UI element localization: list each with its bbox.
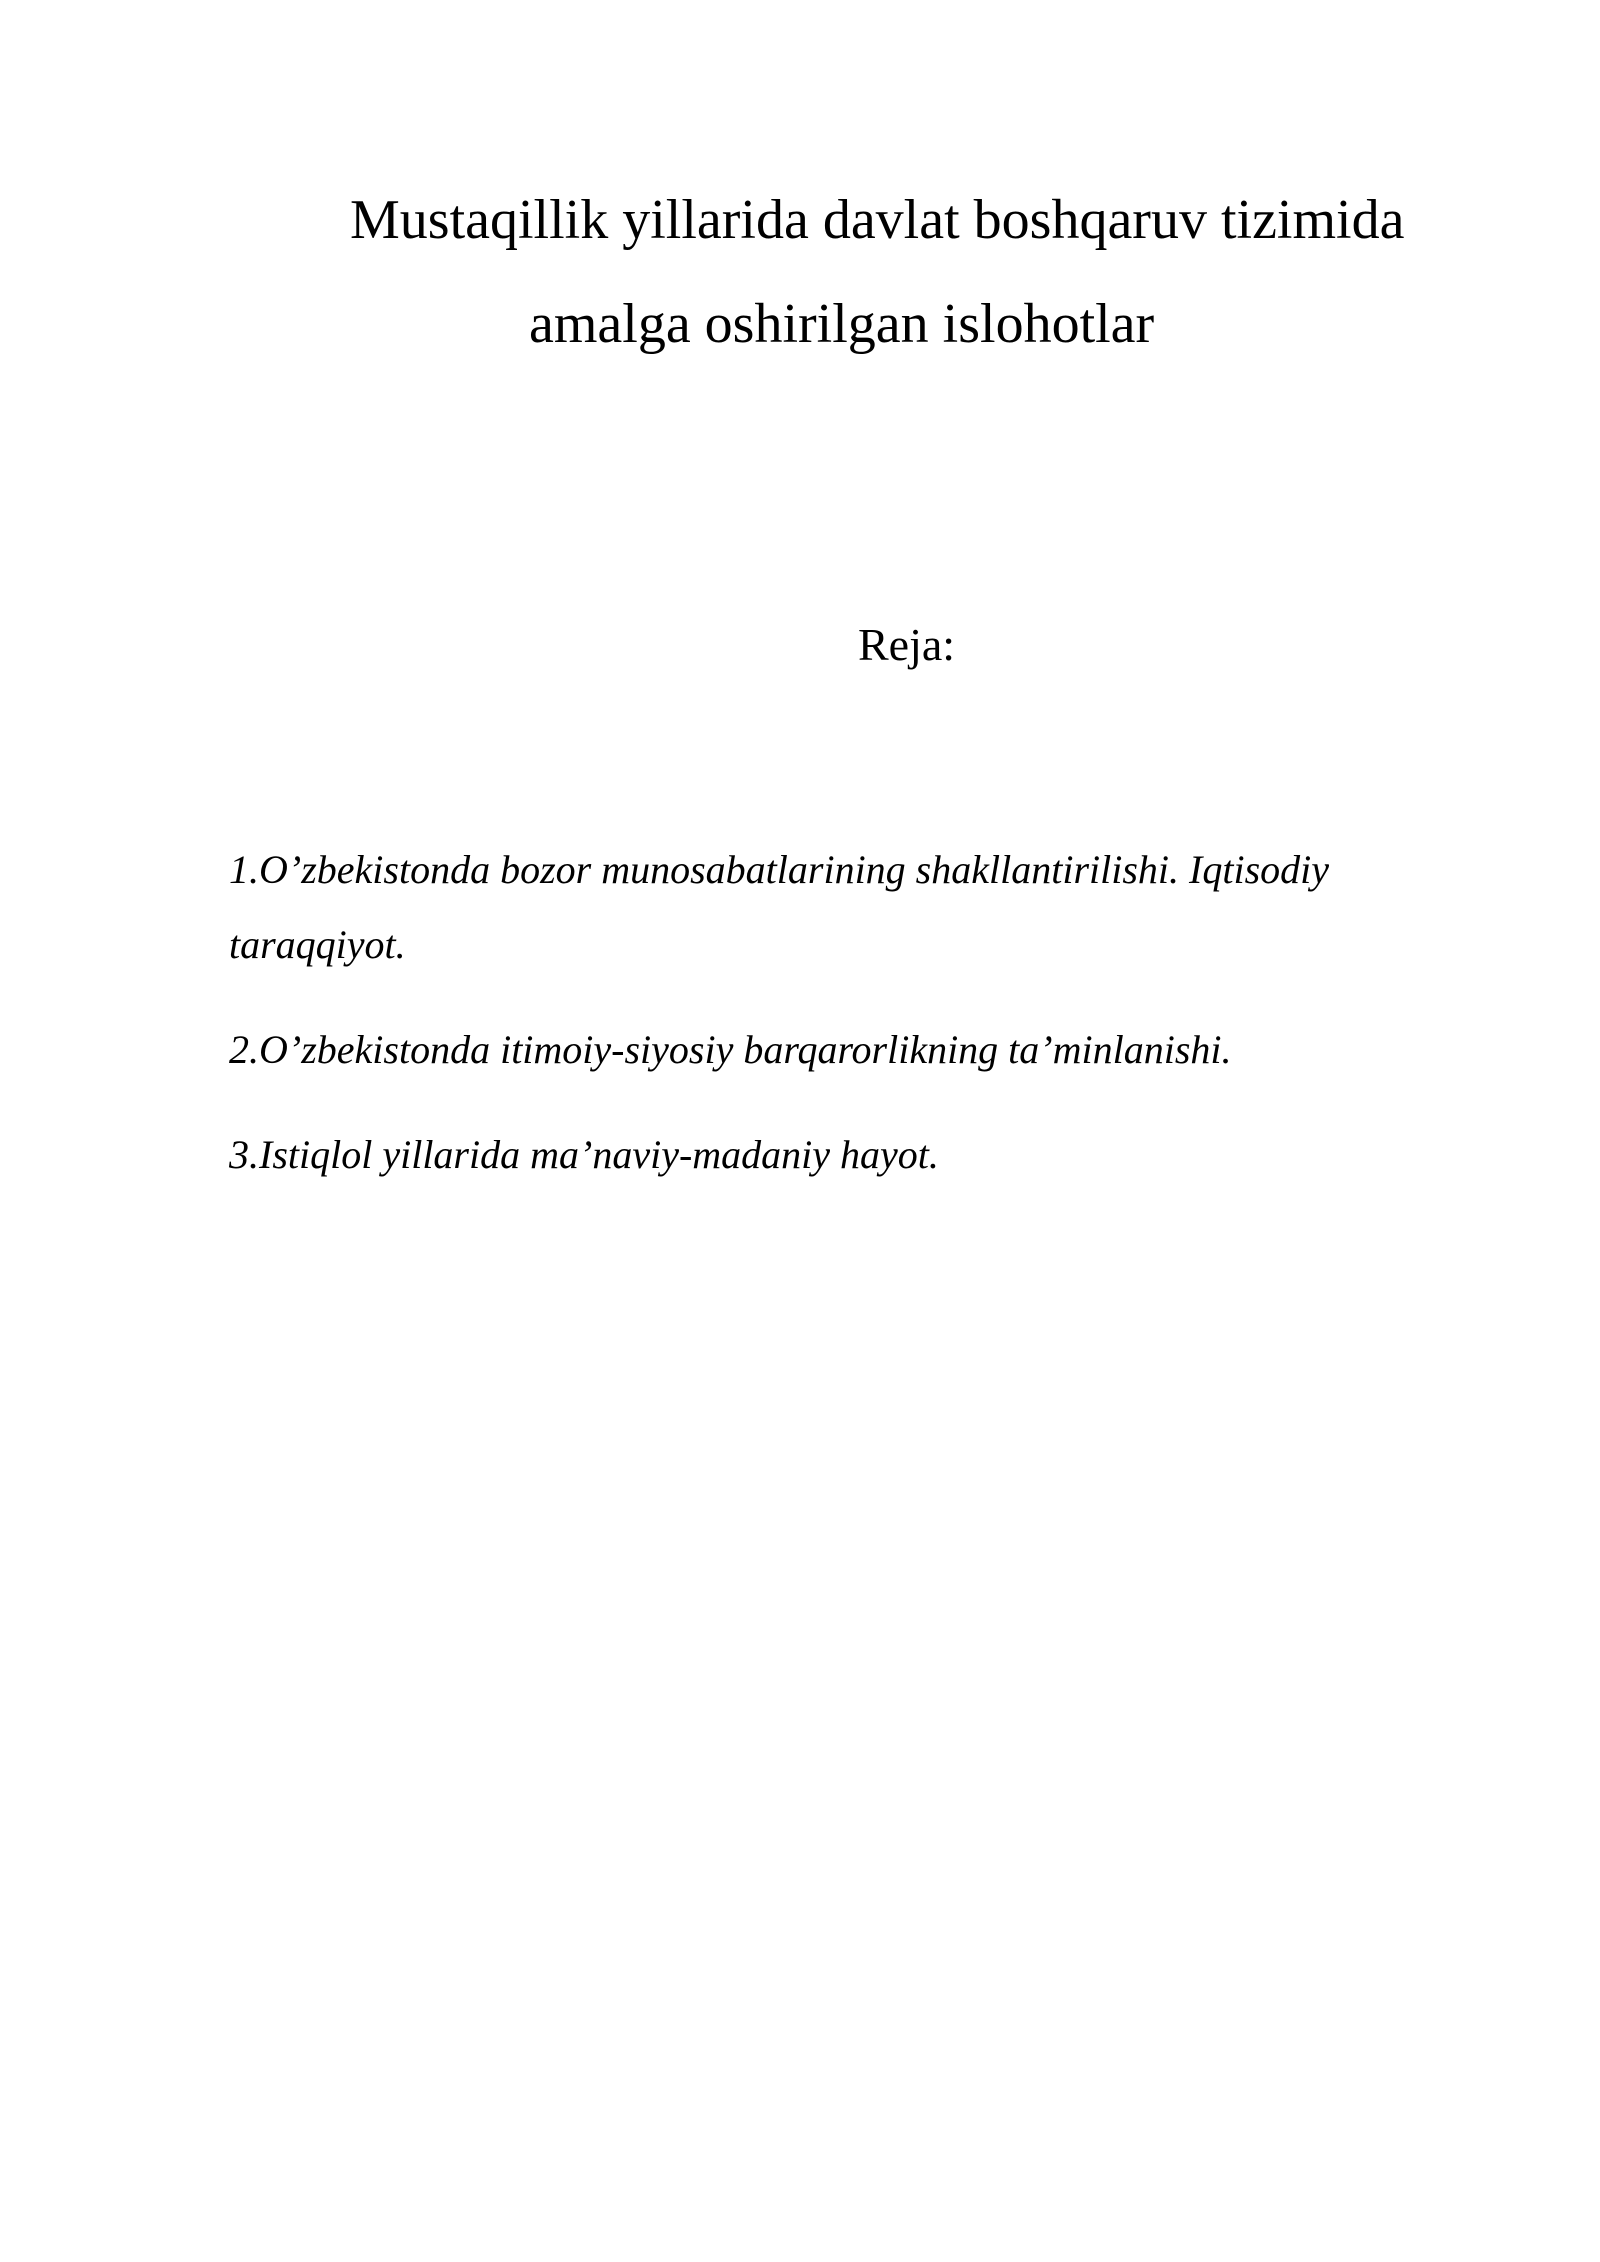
plan-item-3: 3.Istiqlol yillarida ma’naviy-madaniy hayot. <box>229 1132 939 1177</box>
plan-item-2: 2.O’zbekistonda itimoiy-siyosiy barqarorlikning ta’minlanishi. <box>229 1027 1232 1072</box>
plan-heading: Reja: <box>858 619 956 670</box>
document-title-line-1: Mustaqillik yillarida davlat boshqaruv tizimida <box>350 189 1405 251</box>
plan-list <box>229 832 1429 1222</box>
document-title-line-2: amalga oshirilgan islohotlar <box>529 293 1155 355</box>
plan-item-1: 1.O’zbekistonda bozor munosabatlarining shakllantirilishi. Iqtisodiy taraqqiyot. <box>229 847 1330 967</box>
